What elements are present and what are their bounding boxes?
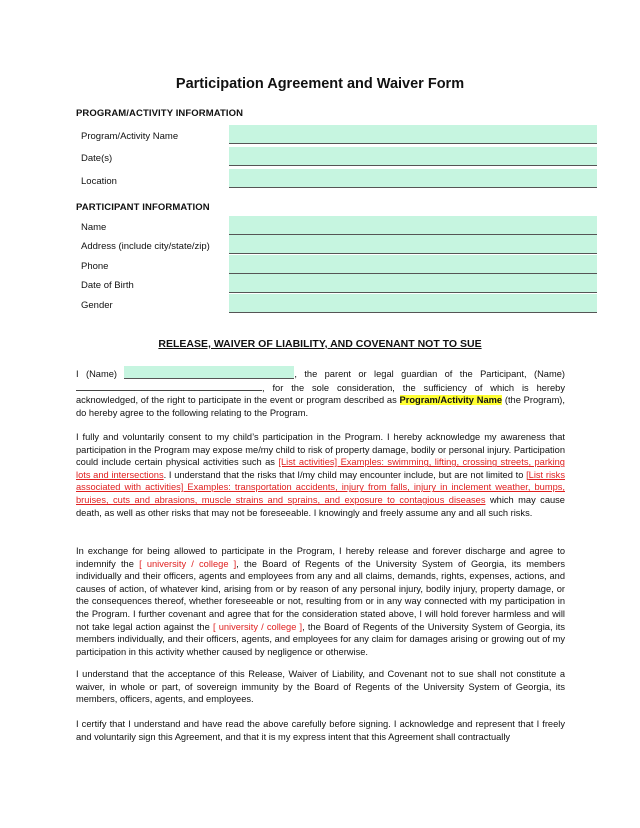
paragraph-4: I understand that the acceptance of this Release, Waiver of Liability, and Covenant not to sue shall not constitute a waiver, in whole or part, of sovereign immunity by the Board of Regents of the University System of Georgia, its members, officers, agents, and employees. xyxy=(76,669,565,705)
p1-text-c: , for the sole consideration, the sufficiency of which is hereby acknowledged, of the right to participate in the event or program described as xyxy=(76,382,565,406)
program-name-highlight: Program/Activity Name xyxy=(399,395,503,406)
activities-placeholder: [List activities] Examples: swimming, lifting, crossing streets, parking lots and intersections xyxy=(76,457,565,480)
p2-text-b: . I understand that the risks that I/my child may encounter include, but are not limited to xyxy=(163,469,524,480)
institution-placeholder-2: [ university / college ] xyxy=(212,621,303,632)
parent-name-input[interactable] xyxy=(124,366,294,379)
address-label: Address (include city/state/zip) xyxy=(81,241,210,252)
location-label: Location xyxy=(81,176,117,187)
release-title: RELEASE, WAIVER OF LIABILITY, AND COVENANT NOT TO SUE xyxy=(158,338,482,350)
program-section-heading: PROGRAM/ACTIVITY INFORMATION xyxy=(76,108,244,119)
participant-name-input[interactable] xyxy=(229,216,597,235)
paragraph-5: I certify that I understand and have read the above carefully before signing. I acknowledge and represent that I freely and voluntarily sign this Agreement, and that it is my express intent that this Agreement shall contractually xyxy=(76,719,565,742)
phone-label: Phone xyxy=(81,261,109,272)
paragraph-3 xyxy=(76,545,565,658)
paragraph-2 xyxy=(76,431,565,519)
address-input[interactable] xyxy=(229,235,597,254)
p3-text-c: , the Board of Regents of the University System of Georgia, its members individually, and their officers, agents, and employees for any claim for damages arising or growing out of my participation in this activity whether caused by negligence or otherwise. xyxy=(76,621,565,657)
p1-text-b: , the parent or legal guardian of the Participant, (Name) xyxy=(294,369,565,379)
dob-input[interactable] xyxy=(229,274,597,293)
p2-text-c: which may cause death, as well as other risks that may not be foreseeable. I knowingly and freely assume any and all such risks. xyxy=(76,494,565,518)
program-name-input[interactable] xyxy=(229,125,597,144)
phone-input[interactable] xyxy=(229,255,597,274)
location-input[interactable] xyxy=(229,169,597,188)
p3-text-a: In exchange for being allowed to participate in the Program, I hereby release and forever discharge and agree to indemnify the xyxy=(76,546,565,569)
program-name-label: Program/Activity Name xyxy=(81,131,179,142)
participant-section-heading: PARTICIPANT INFORMATION xyxy=(76,202,210,213)
institution-placeholder-1: [ university / college ] xyxy=(139,558,237,569)
form-title: Participation Agreement and Waiver Form xyxy=(175,76,465,92)
gender-label: Gender xyxy=(81,300,113,311)
dates-label: Date(s) xyxy=(81,153,113,164)
p2-text-a: I fully and voluntarily consent to my child’s participation in the Program. I hereby acknowledge my awareness that participation in the Program may expose me/my child to risk of property damage, bodily or personal injury. Participation could include certain physical activities such as xyxy=(76,432,565,468)
dob-label: Date of Birth xyxy=(81,280,134,291)
p3-text-b: , the Board of Regents of the University System of Georgia, its members individually and their officers, agents and employees from any and all claims, demands, rights, expenses, actions, and causes of action, of whatever kind, arising from or by reason of any personal injury, bodily injury, property damage, or the consequences thereof, whether foreseeable or not, resulting from or in any way connected with my participation in the Program. I further covenant and agree that for the consideration stated above, I will hold forever harmless and will not take legal action against the xyxy=(76,558,565,632)
participant-name-blank[interactable] xyxy=(76,381,262,391)
participant-name-label: Name xyxy=(81,222,107,233)
dates-input[interactable] xyxy=(229,147,597,166)
risks-placeholder: [List risks associated with activities] Examples: transportation accidents, injury from falls, injury in inclement weather, bumps, bruises, cuts and abrasions, muscle strains and sprains, and exposure to contagious diseases xyxy=(76,469,565,505)
p1-text-d: (the Program), do hereby agree to the following relating to the Program. xyxy=(76,395,565,418)
paragraph-1 xyxy=(76,366,565,419)
gender-input[interactable] xyxy=(229,294,597,313)
p1-text-a: I (Name) xyxy=(76,369,117,379)
